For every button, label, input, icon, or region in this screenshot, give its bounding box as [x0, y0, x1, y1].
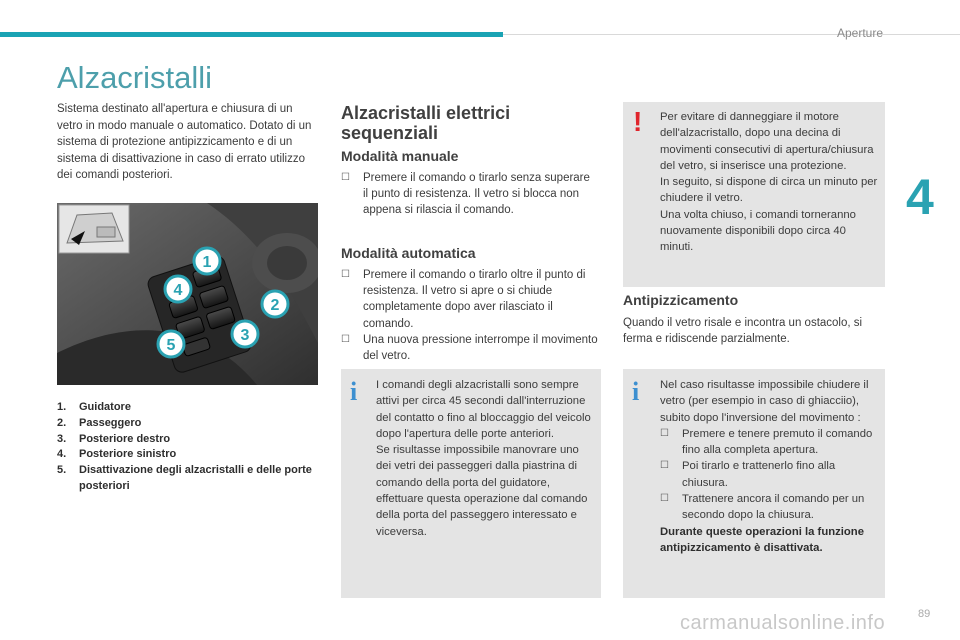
checkbox-icon: ☐	[660, 493, 669, 505]
callout-5	[158, 331, 184, 357]
checkbox-icon: ☐	[341, 172, 350, 183]
antipinch-text: Quando il vetro risale e incontra un ostacolo, si ferma e ridiscende parzialmente.	[623, 317, 863, 345]
warning-box	[623, 102, 885, 287]
icing-steps-list	[660, 426, 882, 524]
exclamation-icon: !	[633, 106, 643, 137]
info-box-icing	[623, 369, 885, 598]
callout-2	[262, 291, 288, 317]
legend-item: 5. Disattivazione degli alzacristalli e delle porte posteriori	[57, 464, 312, 492]
checkbox-icon: ☐	[341, 333, 350, 345]
legend-item: 3. Posteriore destro	[57, 432, 171, 445]
antipinch-heading: Antipizzicamento	[623, 292, 739, 308]
window-switch-photo	[57, 203, 318, 385]
svg-text:5: 5	[166, 337, 176, 354]
sequential-heading: Alzacristalli elettrici sequenziali	[341, 103, 511, 143]
checkbox-icon: ☐	[660, 460, 669, 472]
list-item: ☐ Una nuova pressione interrompe il movimento del vetro.	[341, 333, 598, 363]
chapter-number: 4	[906, 169, 934, 225]
checkbox-icon: ☐	[660, 427, 669, 439]
svg-text:2: 2	[270, 297, 280, 314]
legend-item: 2. Passeggero	[57, 416, 142, 429]
list-item: ☐ Premere il comando o tirarlo oltre il punto di resistenza. Il vetro si apre o si chiude completamente dopo aver rilasciato il comando.	[341, 269, 586, 330]
warning-text: Per evitare di danneggiare il motore dell'alzacristallo, dopo una decina di movimenti consecutivi di apertura/chiusura del vetro, si inserisce una protezione.	[660, 111, 874, 172]
info-icon: i	[350, 377, 358, 406]
automatic-mode-list	[341, 267, 599, 364]
svg-text:4: 4	[173, 282, 183, 299]
list-item: ☐ Trattenere ancora il comando per un secondo dopo la chiusura.	[660, 493, 865, 522]
watermark: carmanualsonline.info	[680, 612, 886, 634]
page-title: Alzacristalli	[57, 60, 213, 95]
manual-mode-heading: Modalità manuale	[341, 148, 459, 164]
svg-text:1: 1	[202, 254, 212, 271]
header-accent-bar	[0, 32, 503, 37]
list-item: ☐ Premere il comando o tirarlo senza superare il punto di resistenza. Il vetro si blocca non appena si rilascia il comando.	[341, 172, 590, 217]
legend-list	[57, 400, 319, 495]
info-text: I comandi degli alzacristalli sono sempre attivi per circa 45 secondi dall'interruzione del contatto o fino al bloccaggio del veicolo dopo l'apertura delle porte anteriori.	[376, 379, 591, 440]
automatic-mode-heading: Modalità automatica	[341, 245, 476, 261]
callout-1	[194, 248, 220, 274]
list-item: ☐ Poi tirarlo e trattenerlo fino alla chiusura.	[660, 460, 836, 489]
callout-4	[165, 276, 191, 302]
info-bold-note: Durante queste operazioni la funzione antipizzicamento è disattivata.	[660, 525, 864, 554]
intro-paragraph: Sistema destinato all'apertura e chiusura di un vetro in modo manuale o automatico. Dotato di un sistema di protezione antipizzicamento e di un sistema di disattivazione in caso di errato utilizzo dei comandi posteriori.	[57, 103, 312, 181]
warning-text: In seguito, si dispone di circa un minuto per chiudere il vetro.	[660, 176, 878, 205]
info-text: Se risultasse impossibile manovrare uno dei vetri dei passeggeri dalla piastrina di comando della porta del guidatore, effettuare questa operazione dal comando della porta del passeggero interessato e viceversa.	[376, 444, 588, 538]
info-box-commands	[341, 369, 601, 598]
warning-text: Una volta chiuso, i comandi torneranno nuovamente disponibili dopo circa 40 minuti.	[660, 208, 856, 254]
info-icon: i	[632, 377, 640, 406]
section-title: Aperture	[836, 26, 884, 40]
list-item: ☐ Premere e tenere premuto il comando fino alla completa apertura.	[660, 427, 873, 457]
checkbox-icon: ☐	[341, 269, 350, 280]
legend-item: 1. Guidatore	[57, 401, 131, 413]
page-number: 89	[918, 608, 931, 620]
callout-3	[232, 321, 258, 347]
svg-text:3: 3	[240, 327, 250, 344]
manual-mode-list	[341, 170, 596, 219]
info-text: Nel caso risultasse impossibile chiudere il vetro (per esempio in caso di ghiacciio), subito dopo l'inversione del movimento :	[660, 379, 869, 424]
legend-item: 4. Posteriore sinistro	[57, 448, 177, 461]
